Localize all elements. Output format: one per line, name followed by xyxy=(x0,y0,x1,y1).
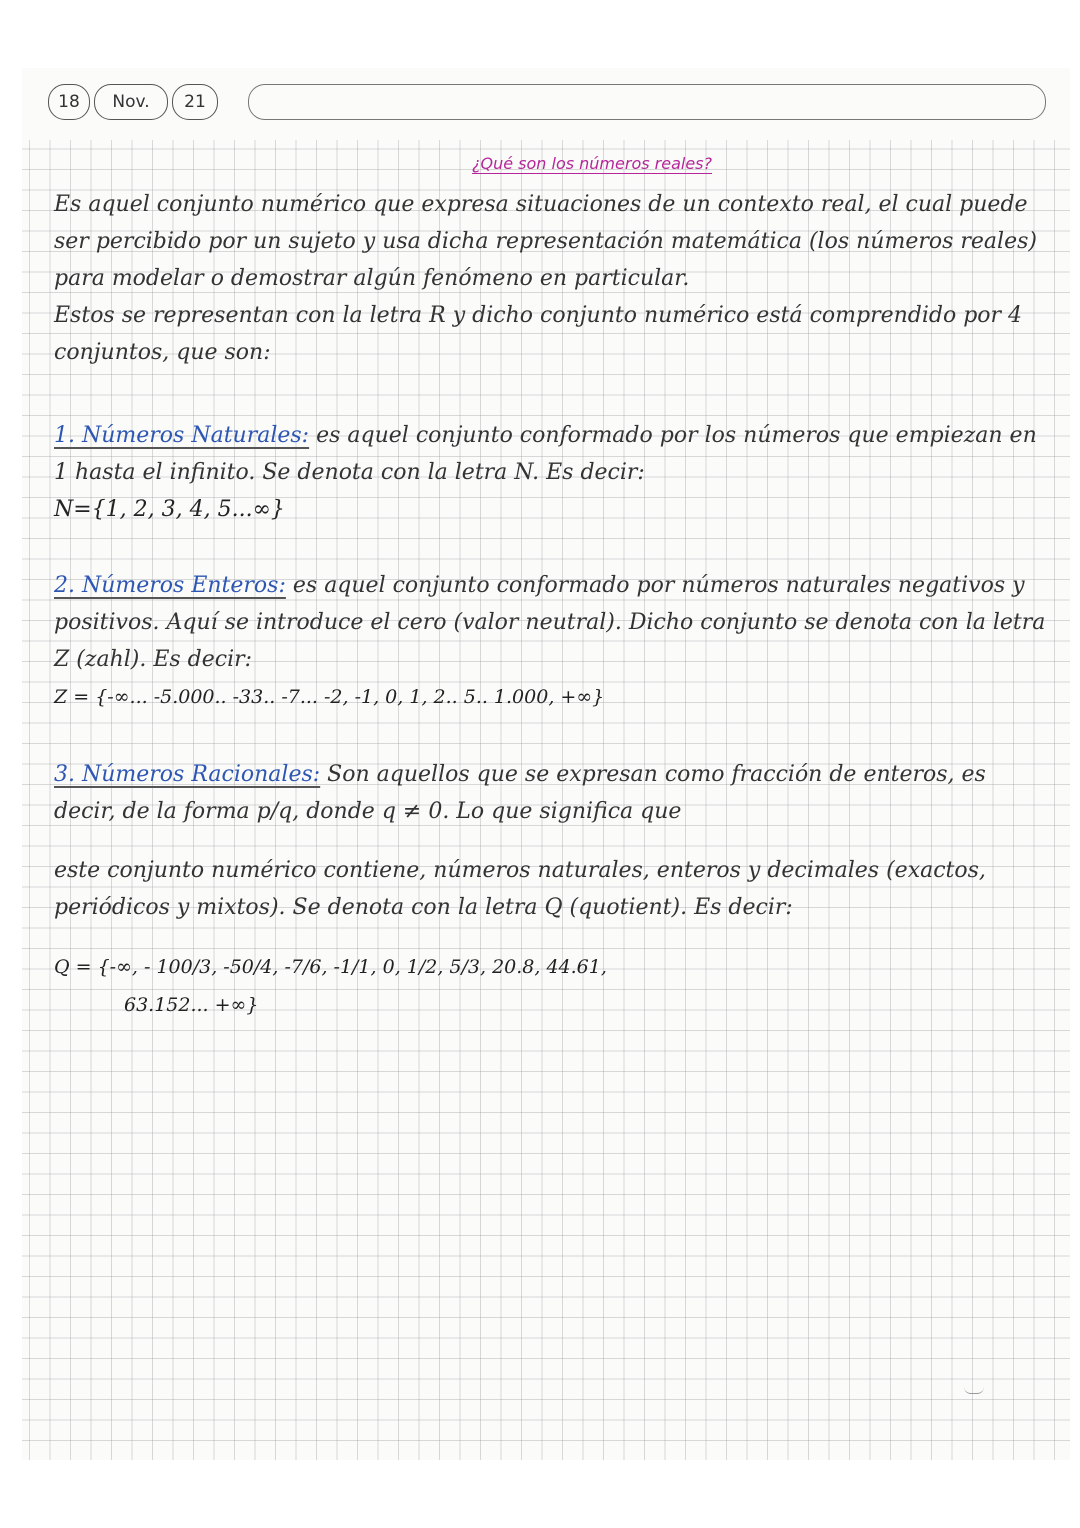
page-title: ¿Qué son los números reales? xyxy=(471,154,712,173)
set-integer-term: 2. Números Enteros: xyxy=(54,573,286,598)
set-integer-text: es aquel conjunto conformado por números naturales negativos y positivos. Aquí se introduce el cero (valor neutral). Dicho conjunto se denota con la letra Z (zahl). Es decir: xyxy=(54,573,1046,672)
set-rational-notation-cont: 63.152... +∞} xyxy=(124,994,259,1016)
intro-paragraph-2: Estos se representan con la letra R y dicho conjunto numérico está comprendido por 4 conjuntos, que son: xyxy=(54,303,1023,365)
notes-body xyxy=(54,186,1049,1024)
date-month: Nov. xyxy=(94,84,168,120)
set-natural-term: 1. Números Naturales: xyxy=(54,423,310,448)
set-rational-text: Son aquellos que se expresan como fracción de enteros, es decir, de la forma p/q, donde q ≠ 0. Lo que significa que xyxy=(54,762,986,824)
set-natural-notation: N={1, 2, 3, 4, 5...∞} xyxy=(54,497,285,522)
set-rational-text-2: este conjunto numérico contiene, números naturales, enteros y decimales (exactos, periódicos y mixtos). Se denota con la letra Q (quotient). Es decir: xyxy=(54,858,986,920)
set-rational-term: 3. Números Racionales: xyxy=(54,762,321,787)
set-natural-text: es aquel conjunto conformado por los números que empiezan en 1 hasta el infinito. Se denota con la letra N. Es decir: xyxy=(54,423,1037,485)
notebook-page xyxy=(22,68,1070,1460)
title-field xyxy=(248,84,1046,120)
set-integer xyxy=(54,567,1049,716)
set-natural xyxy=(54,417,1049,529)
intro-paragraph-1: Es aquel conjunto numérico que expresa situaciones de un contexto real, el cual puede ser percibido por un sujeto y usa dicha representación matemática (los números reales) para modelar o demostrar algún fenómeno en particular. xyxy=(54,192,1037,291)
page-header xyxy=(22,68,1070,140)
set-rational xyxy=(54,756,1049,1024)
date-year: 21 xyxy=(172,84,218,120)
set-rational-notation: Q = {-∞, - 100/3, -50/4, -7/6, -1/1, 0, 1/2, 5/3, 20.8, 44.61, xyxy=(54,956,607,978)
date-day: 18 xyxy=(48,84,90,120)
corner-mark xyxy=(964,1387,984,1394)
set-integer-notation: Z = {-∞... -5.000.. -33.. -7... -2, -1, 0, 1, 2.. 5.. 1.000, +∞} xyxy=(54,686,605,708)
